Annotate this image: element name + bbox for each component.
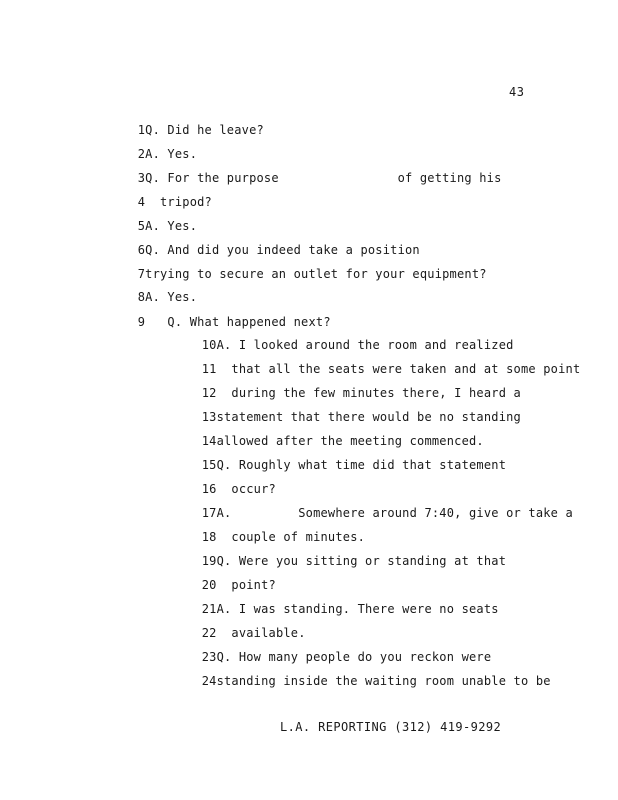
- reporter-footer: L.A. REPORTING (312) 419-9292: [280, 720, 502, 734]
- line-text: tripod?: [145, 195, 212, 209]
- line-number: 14: [201, 434, 217, 448]
- line-number: 22: [201, 626, 217, 640]
- line-number: 4: [137, 195, 146, 209]
- line-text: trying to secure an outlet for your equipment?: [145, 267, 487, 281]
- line-text: A. Yes.: [145, 147, 198, 161]
- line-number: 15: [201, 458, 217, 472]
- line-text: standing inside the waiting room unable to be: [216, 674, 551, 688]
- line-number: 17: [201, 506, 217, 520]
- line-number: 8: [137, 290, 146, 304]
- line-text: A. Somewhere around 7:40, give or take a: [216, 506, 573, 520]
- line-number: 11: [201, 362, 217, 376]
- line-text: Q. Were you sitting or standing at that: [216, 554, 507, 568]
- line-number: 5: [137, 219, 146, 233]
- line-number: 24: [201, 674, 217, 688]
- line-text: A. Yes.: [145, 219, 198, 233]
- line-text: A. I was standing. There were no seats: [216, 602, 499, 616]
- line-number: 16: [201, 482, 217, 496]
- line-text: occur?: [216, 482, 276, 496]
- line-text: available.: [216, 626, 306, 640]
- line-text: that all the seats were taken and at some point: [216, 362, 581, 376]
- line-number: 23: [201, 650, 217, 664]
- line-text: Q. Roughly what time did that statement: [216, 458, 507, 472]
- line-number: 9: [137, 315, 146, 329]
- line-text: Q. What happened next?: [145, 315, 331, 329]
- line-number: 10: [201, 338, 217, 352]
- line-text: statement that there would be no standing: [216, 410, 521, 424]
- line-number: 6: [137, 243, 146, 257]
- line-text: A. Yes.: [145, 290, 198, 304]
- line-text: during the few minutes there, I heard a: [216, 386, 521, 400]
- line-number: 2: [137, 147, 146, 161]
- line-text: Q. Did he leave?: [145, 123, 264, 137]
- line-number: 1: [137, 123, 146, 137]
- line-number: 3: [137, 171, 146, 185]
- line-number: 19: [201, 554, 217, 568]
- line-number: 20: [201, 578, 217, 592]
- transcript-line: [172, 660, 551, 702]
- line-text: Q. For the purpose of getting his: [145, 171, 502, 185]
- line-number: 21: [201, 602, 217, 616]
- page-number: 43: [509, 85, 525, 99]
- line-number: 18: [201, 530, 217, 544]
- line-text: Q. How many people do you reckon were: [216, 650, 492, 664]
- line-text: allowed after the meeting commenced.: [216, 434, 484, 448]
- line-text: couple of minutes.: [216, 530, 366, 544]
- line-number: 7: [137, 267, 146, 281]
- line-number: 12: [201, 386, 217, 400]
- line-text: A. I looked around the room and realized: [216, 338, 514, 352]
- line-number: 13: [201, 410, 217, 424]
- line-text: Q. And did you indeed take a position: [145, 243, 420, 257]
- line-text: point?: [216, 578, 276, 592]
